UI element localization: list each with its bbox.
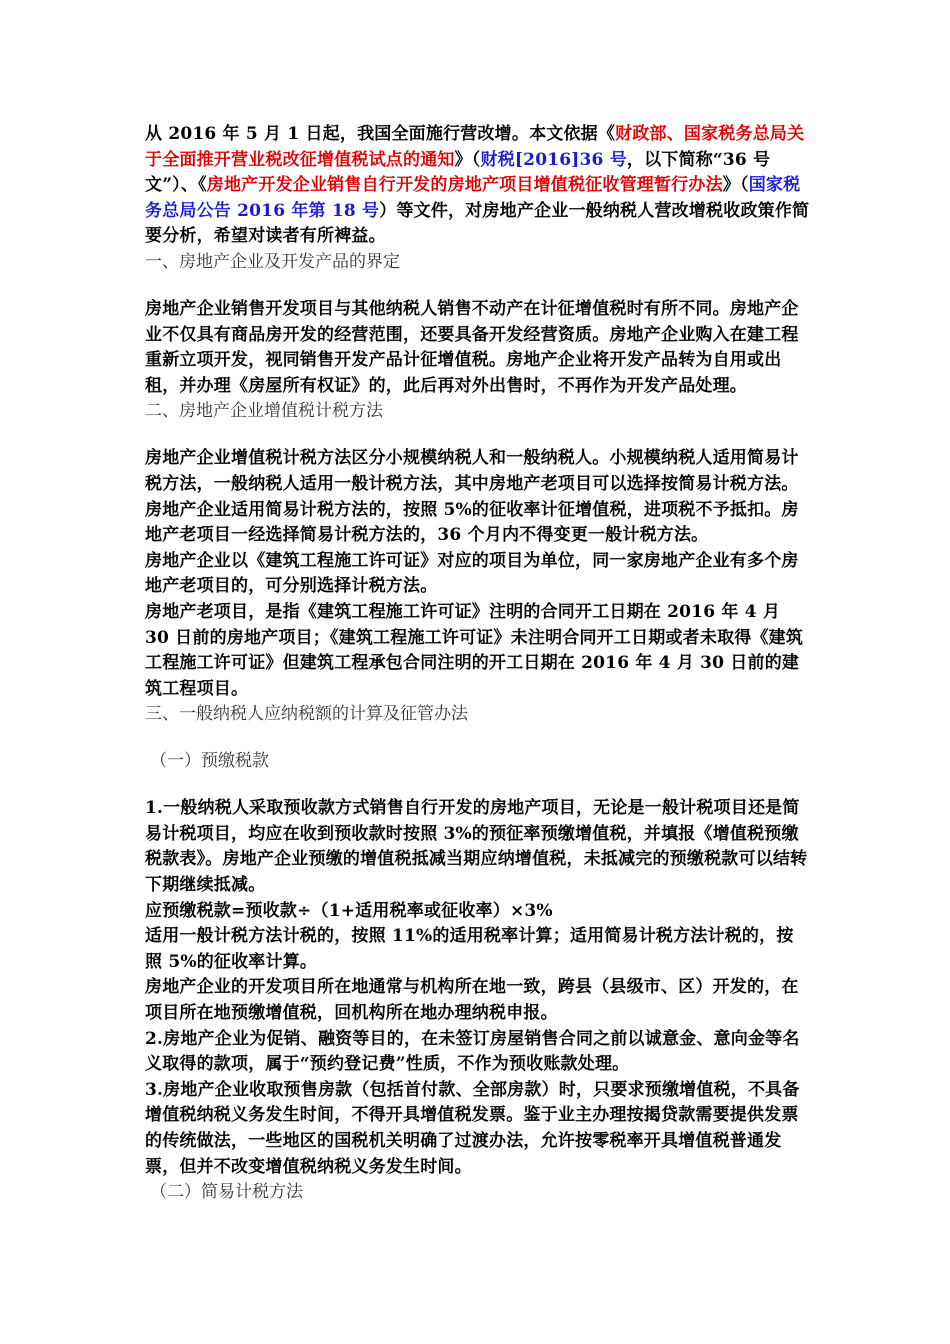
section2-paragraph-1: 房地产企业增值税计税方法区分小规模纳税人和一般纳税人。小规模纳税人适用简易计税方法，一般纳税人适用一般计税方法，其中房地产老项目可以选择按简易计税方法。房地产企业适用简易计税方法的，按照 5%的征收率计征增值税，进项税不予抵扣。房地产老项目一经选择简易计税方法的，36 个月内不得变更一般计税方法。 [145, 448, 799, 546]
section3-paragraph-4: 2.房地产企业为促销、融资等目的，在未签订房屋销售合同之前以诚意金、意向金等名义取得的款项，属于“预约登记费”性质，不作为预收账款处理。 [145, 1028, 800, 1075]
intro-text-5: ）等文件，对房地产企业一般纳税人营改增税收政策作简要分析，希望对读者有所裨益。 [145, 200, 810, 247]
section2-paragraph-2: 房地产企业以《建筑工程施工许可证》对应的项目为单位，同一家房地产企业有多个房地产老项目的，可分别选择计税方法。 [145, 550, 799, 597]
section2-paragraph-3: 房地产老项目，是指《建筑工程施工许可证》注明的合同开工日期在 2016 年 4 月 30 日前的房地产项目；《建筑工程施工许可证》未注明合同开工日期或者未取得《建筑工程施工许可证》但建筑工程承包合同注明的开工日期在 2016 年 4 月 30 日前的建筑工程项目。 [145, 601, 804, 699]
intro-paragraph [145, 122, 810, 250]
section3-sub1-heading: （一）预缴税款 [150, 751, 269, 772]
section3-heading: 三、一般纳税人应纳税额的计算及征管办法 [145, 704, 468, 725]
intro-text-1: 从 2016 年 5 月 1 日起，我国全面施行营改增。本文依据《 [145, 124, 616, 144]
intro-text-3: ，以下简称“36 号文”）、《 [145, 149, 771, 196]
section2-heading: 二、房地产企业增值税计税方法 [145, 401, 383, 422]
intro-text-2: 》（ [454, 149, 481, 170]
section3-paragraph-1: 1.一般纳税人采取预收款方式销售自行开发的房地产项目，无论是一般计税项目还是简易计税项目，均应在收到预收款时按照 3%的预征率预缴增值税，并填报《增值税预缴税款表》。房地产企业预缴的增值税抵减当期应纳增值税，未抵减完的预缴税款可以结转下期继续抵减。 [145, 798, 808, 896]
management-measures-link[interactable]: 房地产开发企业销售自行开发的房地产项目增值税征收管理暂行办法 [206, 175, 723, 196]
section3-paragraph-5: 3.房地产企业收取预售房款（包括首付款、全部房款）时，只要求预缴增值税，不具备增值税纳税义务发生时间，不得开具增值税发票。鉴于业主办理按揭贷款需要提供发票的传统做法，一些地区的国税机关明确了过渡办法，允许按零税率开具增值税普通发票，但并不改变增值税纳税义务发生时间。 [145, 1079, 800, 1177]
formula-line: 应预缴税款=预收款÷（1+适用税率或征收率）×3% [145, 900, 553, 921]
section1-paragraph: 房地产企业销售开发项目与其他纳税人销售不动产在计征增值税时有所不同。房地产企业不仅具有商品房开发的经营范围，还要具备开发经营资质。房地产企业购入在建工程重新立项开发，视同销售开发产品计征增值税。房地产企业将开发产品转为自用或出租，并办理《房屋所有权证》的，此后再对外出售时，不再作为开发产品处理。 [145, 298, 799, 396]
document-page [145, 122, 810, 1205]
announcement-18-link[interactable]: 国家税务总局公告 2016 年第 18 号 [145, 175, 801, 221]
section3-paragraph-2: 适用一般计税方法计税的，按照 11%的适用税率计算；适用简易计税方法计税的，按照 5%的征收率计算。 [145, 926, 794, 972]
caishui-36-link[interactable]: 财税[2016]36 号 [480, 149, 627, 170]
intro-text-4: 》（ [722, 175, 749, 196]
section1-heading: 一、房地产企业及开发产品的界定 [145, 251, 400, 272]
caishui-notice-link[interactable]: 财政部、国家税务总局关于全面推开营业税改征增值税试点的通知 [145, 124, 805, 170]
section3-sub2-heading: （二）简易计税方法 [150, 1182, 303, 1203]
section3-paragraph-3: 房地产企业的开发项目所在地通常与机构所在地一致，跨县（县级市、区）开发的，在项目所在地预缴增值税，回机构所在地办理纳税申报。 [145, 977, 799, 1024]
